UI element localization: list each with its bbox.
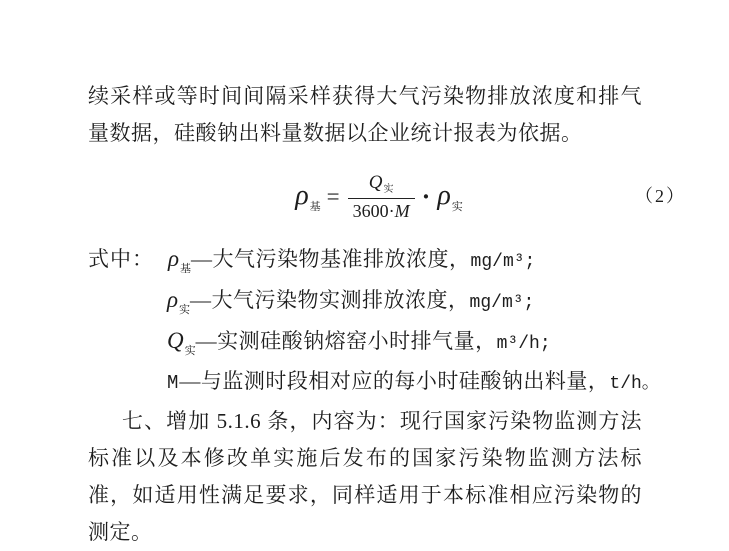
fraction-denominator <box>348 198 415 221</box>
m-symbol: M <box>167 372 179 394</box>
rho-base-symbol: ρ <box>168 246 180 271</box>
rho-actual-subscript: 实 <box>451 201 463 214</box>
definition-line-rho-base <box>88 240 642 281</box>
equation-2 <box>295 173 463 221</box>
equation-rhs <box>437 180 462 213</box>
equation-lhs <box>295 180 320 213</box>
equation-2-block <box>88 156 686 238</box>
fraction-numerator <box>365 173 398 198</box>
unit-m3-per-h: m³/h; <box>496 334 551 354</box>
paragraph-clause-516: 七、增加 5.1.6 条，内容为：现行国家污染物监测方法标准以及本修改单实施后发布的国家污染物监测方法标准，如适用性满足要求，同样适用于本标准相应污染物的测定。 <box>88 409 642 544</box>
rho-actual-subscript: 实 <box>179 304 191 316</box>
definition-line-m <box>167 363 660 403</box>
q-actual-symbol: Q <box>368 172 383 194</box>
definition-text: —大气污染物实测排放浓度， <box>190 288 470 312</box>
denominator-dot: · <box>388 201 395 222</box>
equation-number: （2） <box>635 185 686 206</box>
denominator-coefficient: 3600 <box>352 201 389 222</box>
definitions-list <box>88 240 660 403</box>
definition-text: —大气污染物基准排放浓度， <box>191 247 471 271</box>
definition-text: —与监测时段相对应的每小时硅酸钠出料量， <box>179 369 610 393</box>
paragraph-sampling-data: 续采样或等时间间隔采样获得大气污染物排放浓度和排气量数据，硅酸钠出料量数据以企业统计报表为依据。 <box>88 84 642 145</box>
multiply-dot: · <box>421 181 431 211</box>
unit-mg-per-m3: mg/m³; <box>469 293 535 313</box>
rho-actual-symbol: ρ <box>167 287 179 312</box>
rho-base-symbol: ρ <box>295 180 309 212</box>
m-symbol: M <box>394 201 410 222</box>
definition-line-q-actual <box>167 322 642 363</box>
definition-text: —实测硅酸钠熔窑小时排气量， <box>195 329 497 353</box>
q-actual-subscript: 实 <box>383 184 394 196</box>
q-actual-subscript: 实 <box>184 345 196 357</box>
equals-sign: = <box>326 183 340 209</box>
definition-line-rho-actual <box>167 281 642 322</box>
q-actual-symbol: Q <box>167 328 184 353</box>
where-label: 式中： <box>88 247 154 271</box>
document-content <box>88 78 686 551</box>
rho-actual-symbol: ρ <box>437 180 451 212</box>
fraction <box>348 173 415 221</box>
unit-mg-per-m3: mg/m³; <box>470 252 536 272</box>
rho-base-subscript: 基 <box>180 263 192 275</box>
rho-base-subscript: 基 <box>309 201 321 214</box>
unit-t-per-h: t/h。 <box>609 374 660 394</box>
